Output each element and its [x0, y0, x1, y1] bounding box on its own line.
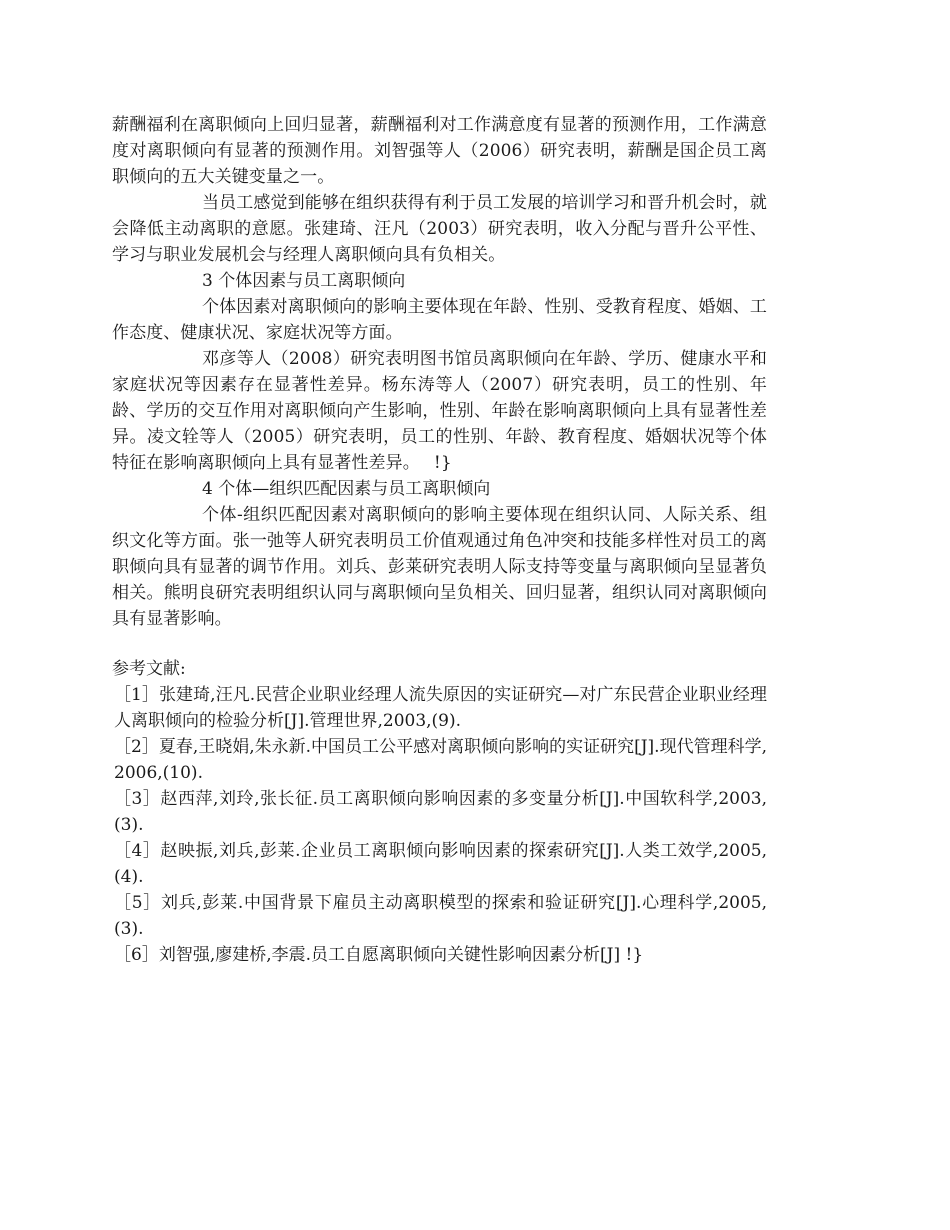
spacer: [112, 632, 767, 656]
reference-item: ［1］张建琦,汪凡.民营企业职业经理人流失原因的实证研究—对广东民营企业职业经理人离职倾向的检验分析[J].管理世界,2003,(9).: [114, 685, 767, 731]
references-section: [112, 656, 767, 968]
document-page: [112, 112, 767, 968]
section-heading-person-organization-fit: 4 个体—组织匹配因素与员工离职倾向: [202, 479, 491, 499]
references-title: 参考文献:: [112, 659, 186, 679]
reference-item: ［3］赵西萍,刘玲,张长征.员工离职倾向影响因素的多变量分析[J].中国软科学,2003,(3).: [114, 789, 767, 835]
paragraph-person-organization-fit: 个体-组织匹配因素对离职倾向的影响主要体现在组织认同、人际关系、组织文化等方面。张一弛等人研究表明员工价值观通过角色冲突和技能多样性对员工的离职倾向具有显著的调节作用。刘兵、彭莱研究表明人际支持等变量与离职倾向呈显著负相关。熊明良研究表明组织认同与离职倾向呈负相关、回归显著，组织认同对离职倾向具有显著影响。: [112, 505, 767, 629]
reference-item: ［4］赵映振,刘兵,彭莱.企业员工离职倾向影响因素的探索研究[J].人类工效学,2005,(4).: [114, 841, 767, 887]
reference-item: ［2］夏春,王晓娟,朱永新.中国员工公平感对离职倾向影响的实证研究[J].现代管理科学,2006,(10).: [114, 737, 767, 783]
paragraph-individual-studies: 邓彦等人（2008）研究表明图书馆员离职倾向在年龄、学历、健康水平和家庭状况等因素存在显著性差异。杨东涛等人（2007）研究表明，员工的性别、年龄、学历的交互作用对离职倾向产生影响，性别、年龄在影响离职倾向上具有显著性差异。凌文辁等人（2005）研究表明，员工的性别、年龄、教育程度、婚姻状况等个体特征在影响离职倾向上具有显著性差异。 !}: [112, 349, 767, 473]
paragraph-salary: 薪酬福利在离职倾向上回归显著，薪酬福利对工作满意度有显著的预测作用，工作满意度对离职倾向有显著的预测作用。刘智强等人（2006）研究表明，薪酬是国企员工离职倾向的五大关键变量之一。: [112, 115, 767, 187]
body-text: [112, 112, 767, 632]
paragraph-individual-factors: 个体因素对离职倾向的影响主要体现在年龄、性别、受教育程度、婚姻、工作态度、健康状况、家庭状况等方面。: [112, 297, 767, 343]
paragraph-development: 当员工感觉到能够在组织获得有利于员工发展的培训学习和晋升机会时，就会降低主动离职的意愿。张建琦、汪凡（2003）研究表明，收入分配与晋升公平性、学习与职业发展机会与经理人离职倾向具有负相关。: [112, 193, 767, 265]
reference-item: ［6］刘智强,廖建桥,李震.员工自愿离职倾向关键性影响因素分析[J] !}: [114, 945, 644, 965]
reference-item: ［5］刘兵,彭莱.中国背景下雇员主动离职模型的探索和验证研究[J].心理科学,2005,(3).: [114, 893, 767, 939]
section-heading-individual-factors: 3 个体因素与员工离职倾向: [202, 271, 406, 291]
